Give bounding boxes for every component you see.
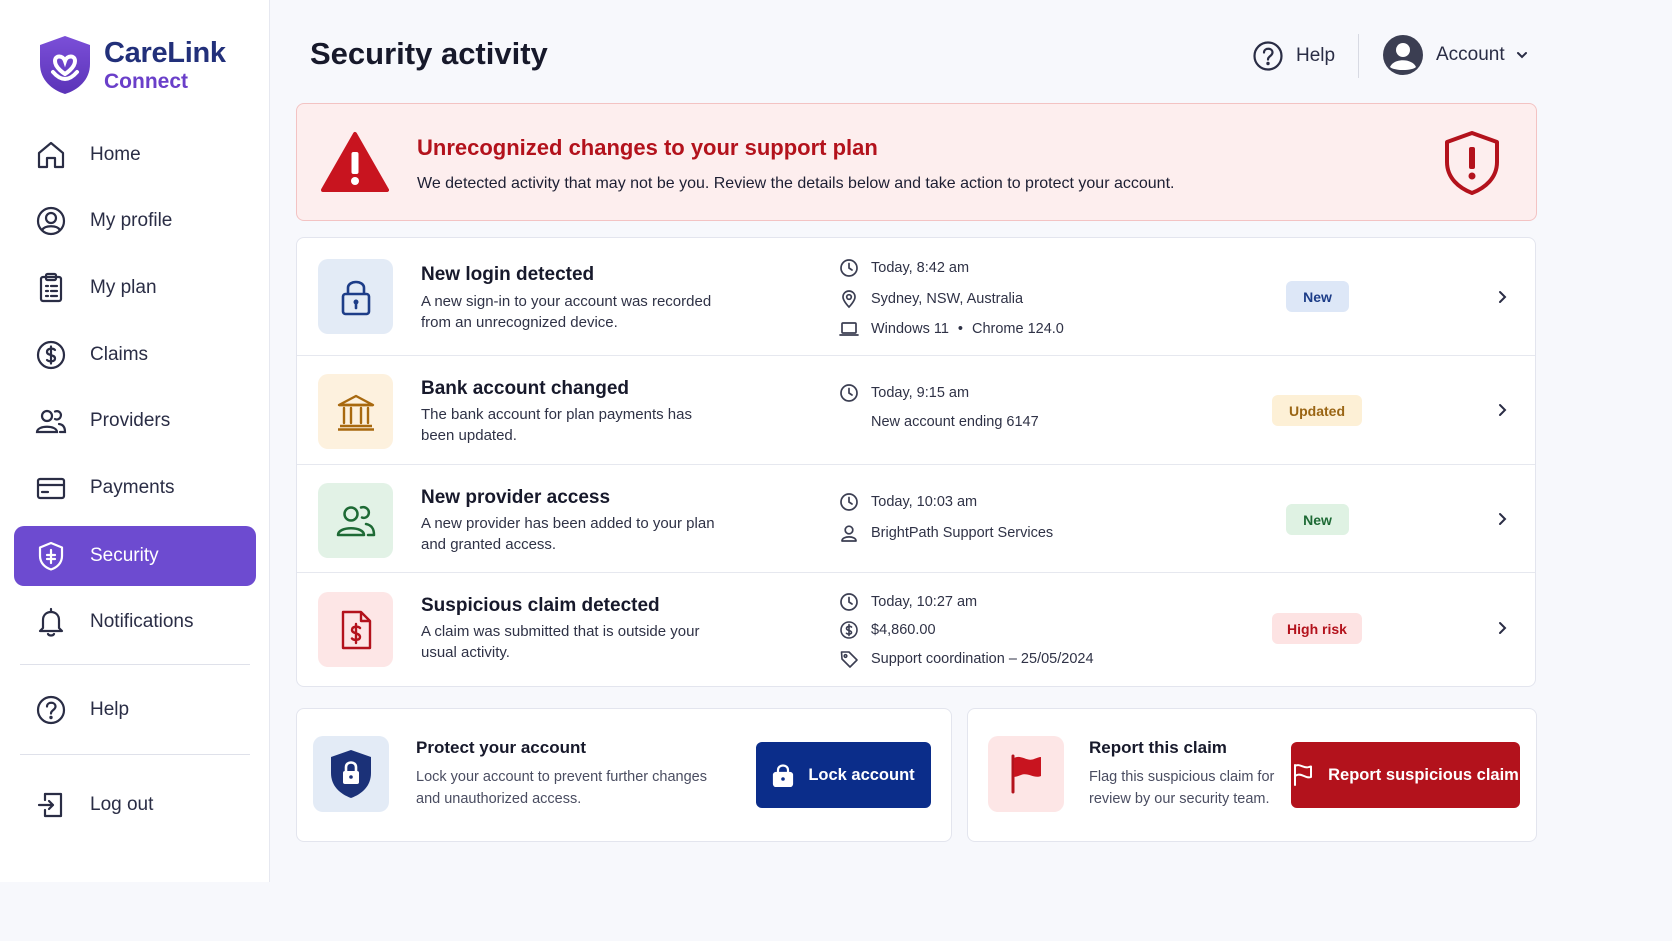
security-alert-banner — [296, 103, 1537, 221]
clock-icon — [839, 383, 859, 403]
activity-device — [839, 319, 1064, 339]
dollar-circle-icon — [34, 338, 68, 372]
help-icon — [1252, 40, 1284, 72]
sidebar-item-claims[interactable] — [14, 325, 256, 385]
report-claim-label: Report suspicious claim — [1328, 765, 1519, 784]
shield-lock-icon — [313, 736, 389, 812]
account-label: Account — [1436, 44, 1505, 65]
flag-outline-icon — [1292, 763, 1314, 787]
activity-row-bank-account[interactable] — [297, 356, 1535, 465]
activity-provider-text: BrightPath Support Services — [871, 525, 1054, 541]
location-pin-icon — [839, 289, 859, 309]
profile-icon — [34, 204, 68, 238]
sidebar-item-my-plan[interactable] — [14, 258, 256, 318]
lock-account-label: Lock account — [808, 765, 915, 784]
activity-amount — [839, 620, 936, 640]
activity-description: A claim was submitted that is outside your usual activity. — [421, 623, 700, 661]
lock-icon — [318, 259, 393, 334]
account-menu[interactable] — [1382, 34, 1529, 76]
report-suspicious-claim-button[interactable] — [1291, 742, 1520, 808]
document-dollar-icon — [318, 592, 393, 667]
status-badge: Updated — [1272, 395, 1362, 426]
sidebar-divider — [20, 754, 250, 755]
activity-location — [839, 289, 1023, 309]
activity-detail-text: New account ending 6147 — [871, 414, 1039, 430]
activity-location-text: Sydney, NSW, Australia — [871, 291, 1024, 307]
activity-title: New provider access — [421, 487, 611, 508]
header-divider — [1358, 34, 1359, 78]
activity-description: The bank account for plan payments has been updated. — [421, 406, 692, 444]
protect-account-card — [296, 708, 952, 842]
card-description: Lock your account to prevent further changes and unauthorized access. — [416, 769, 707, 807]
sidebar-item-help[interactable] — [14, 680, 256, 740]
activity-row-provider-access[interactable] — [297, 465, 1535, 573]
laptop-icon — [839, 319, 859, 339]
activity-os-text: Windows 11 — [871, 321, 949, 337]
activity-time — [839, 258, 969, 278]
sidebar-item-providers[interactable] — [14, 391, 256, 451]
chevron-down-icon — [1515, 48, 1529, 62]
home-icon — [34, 138, 68, 172]
activity-category — [839, 649, 1094, 669]
activity-provider — [839, 523, 1053, 543]
logout-icon — [34, 788, 68, 822]
activity-time-text: Today, 9:15 am — [871, 385, 970, 401]
chevron-right-icon[interactable] — [1495, 403, 1509, 417]
tag-icon — [839, 649, 859, 669]
alert-text: We detected activity that may not be you. Review the details below and take action to protect your account. — [417, 175, 1175, 192]
brand-subname: Connect — [104, 69, 188, 93]
carelink-shield-logo-icon — [36, 34, 94, 96]
activity-title: New login detected — [421, 264, 595, 285]
brand-name: CareLink — [104, 36, 226, 69]
activity-title: Suspicious claim detected — [421, 595, 660, 616]
sidebar-item-my-profile[interactable] — [14, 191, 256, 251]
avatar — [1382, 34, 1424, 76]
sidebar-item-label: Security — [90, 545, 159, 566]
sidebar-item-payments[interactable] — [14, 458, 256, 518]
activity-time-text: Today, 10:03 am — [871, 494, 978, 510]
sidebar-item-notifications[interactable] — [14, 592, 256, 652]
status-badge: High risk — [1272, 613, 1362, 644]
clock-icon — [839, 592, 859, 612]
sidebar-item-label: Providers — [90, 410, 171, 431]
sidebar-item-label: Log out — [90, 794, 154, 815]
separator-dot: • — [957, 321, 963, 337]
activity-list — [296, 237, 1536, 687]
header-help-label: Help — [1296, 45, 1336, 66]
users-icon — [318, 483, 393, 558]
bell-icon — [34, 605, 68, 639]
card-title: Report this claim — [1089, 738, 1227, 757]
activity-description: A new sign-in to your account was recorded from an unrecognized device. — [421, 293, 712, 331]
activity-time — [839, 592, 977, 612]
activity-detail — [839, 414, 1039, 430]
status-badge: New — [1286, 281, 1349, 312]
activity-description: A new provider has been added to your plan and granted access. — [421, 515, 715, 553]
sidebar — [0, 0, 270, 882]
chevron-right-icon[interactable] — [1495, 290, 1509, 304]
status-badge: New — [1286, 504, 1349, 535]
activity-time-text: Today, 8:42 am — [871, 260, 970, 276]
clock-icon — [839, 258, 859, 278]
bank-icon — [318, 374, 393, 449]
activity-time-text: Today, 10:27 am — [871, 594, 978, 610]
activity-amount-text: $4,860.00 — [871, 622, 936, 638]
header-help-link[interactable] — [1252, 40, 1335, 72]
activity-time — [839, 492, 977, 512]
sidebar-item-logout[interactable] — [14, 775, 256, 835]
report-claim-card — [967, 708, 1537, 842]
flag-icon — [988, 736, 1064, 812]
sidebar-item-label: My plan — [90, 277, 157, 298]
sidebar-item-label: Home — [90, 144, 141, 165]
activity-row-suspicious-claim[interactable] — [297, 573, 1535, 686]
activity-title: Bank account changed — [421, 378, 629, 399]
card-description: Flag this suspicious claim for review by our security team. — [1089, 769, 1275, 807]
brand-logo[interactable] — [36, 34, 226, 96]
lock-icon — [772, 763, 794, 787]
sidebar-item-label: My profile — [90, 210, 173, 231]
sidebar-item-label: Notifications — [90, 611, 194, 632]
warning-triangle-icon — [321, 130, 389, 194]
card-title: Protect your account — [416, 738, 587, 757]
page-title: Security activity — [310, 36, 548, 71]
activity-category-text: Support coordination – 25/05/2024 — [871, 651, 1094, 667]
sidebar-item-label: Claims — [90, 344, 149, 365]
sidebar-item-label: Help — [90, 699, 130, 720]
alert-title: Unrecognized changes to your support plan — [417, 135, 878, 160]
activity-browser-text: Chrome 124.0 — [971, 321, 1064, 337]
clock-icon — [839, 492, 859, 512]
person-icon — [839, 523, 859, 543]
card-icon — [34, 471, 68, 505]
clipboard-icon — [34, 271, 68, 305]
shield-alert-icon — [1443, 130, 1501, 196]
activity-time — [839, 383, 969, 403]
sidebar-item-security[interactable] — [14, 526, 256, 586]
sidebar-item-home[interactable] — [14, 125, 256, 185]
activity-row-new-login[interactable] — [297, 238, 1535, 356]
chevron-right-icon[interactable] — [1495, 512, 1509, 526]
users-icon — [34, 404, 68, 438]
chevron-right-icon[interactable] — [1495, 621, 1509, 635]
shield-icon — [34, 539, 68, 573]
lock-account-button[interactable] — [756, 742, 931, 808]
help-icon — [34, 693, 68, 727]
sidebar-divider — [20, 664, 250, 665]
dollar-circle-icon — [839, 620, 859, 640]
sidebar-item-label: Payments — [90, 477, 175, 498]
